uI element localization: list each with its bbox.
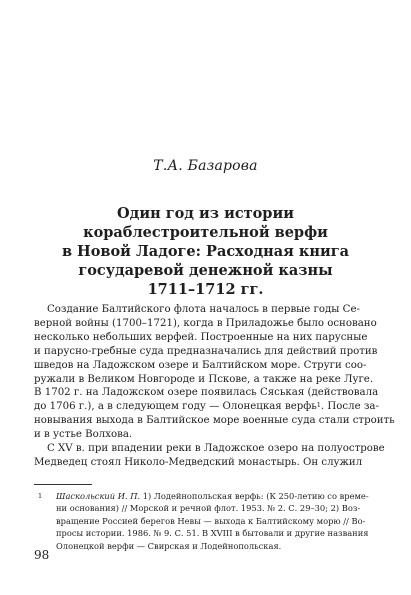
body-line: С XV в. при впадении реки в Ладожское озеро на полуострове (47, 443, 385, 455)
title-line: государевой денежной казны (78, 262, 333, 279)
body-line: Создание Балтийского флота началось в первые годы Се- (47, 304, 360, 315)
body-line: и парусно-гребные суда предназначались для действий против (34, 345, 378, 357)
body-line: шведов на Ладожском озере и Балтийском море. Струги соо- (34, 359, 367, 371)
body-line: и в устье Волхова. (34, 429, 133, 441)
body-line-text: . После за- (320, 401, 379, 413)
body-line: новывания выхода в Балтийское море военные суда стали строить (34, 415, 395, 427)
body-line: Медведец стоял Николо-Медведский монастырь. Он служил (34, 456, 363, 468)
body-line: верной войны (1700–1721), когда в Приладожье было основано (34, 317, 377, 329)
body-line-text: до 1706 г.), а в следующем году — Олонецкая верфь (34, 401, 317, 413)
body-line: В 1702 г. на Ладожском озере появилась Сяськая (действовала (34, 387, 379, 399)
footnote (34, 490, 384, 552)
body-text (34, 303, 395, 470)
footnote-line: просы истории. 1986. № 9. С. 51. В XVIII в бытовали и другие названия (56, 528, 369, 539)
title-line: Один год из истории (117, 205, 294, 222)
footnote-line: Олонецкой верфи — Свирская и Лодейнопольская. (56, 540, 282, 551)
footnote-reference: 1 (316, 401, 321, 410)
footnote-number: 1 (38, 492, 43, 500)
author-name: Т.А. Базарова (153, 158, 258, 174)
footnote-line (34, 490, 384, 502)
title-line: 1711–1712 гг. (147, 281, 264, 298)
body-line (34, 400, 384, 414)
page-number: 98 (34, 548, 50, 562)
title-line: в Новой Ладоге: Расходная книга (61, 243, 350, 260)
article-title (40, 204, 371, 299)
footnote-line: вращение Россией берегов Невы — выхода к Балтийскому морю // Во- (56, 515, 366, 526)
footnote-author: Шаскольский И. П. (56, 491, 141, 501)
footnote-text: 1) Лодейнопольская верфь: (К 250-летию со време- (140, 491, 369, 501)
body-line: несколько небольших верфей. Построенные на них парусные (34, 331, 368, 343)
footnote-divider (34, 484, 92, 485)
title-line: кораблестроительной верфи (83, 224, 328, 241)
body-line: ружали в Великом Новгороде и Пскове, а также на реке Луге. (34, 373, 374, 385)
footnote-line: ни основания) // Морской и речной флот. 1953. № 2. С. 29–30; 2) Воз- (56, 503, 361, 514)
